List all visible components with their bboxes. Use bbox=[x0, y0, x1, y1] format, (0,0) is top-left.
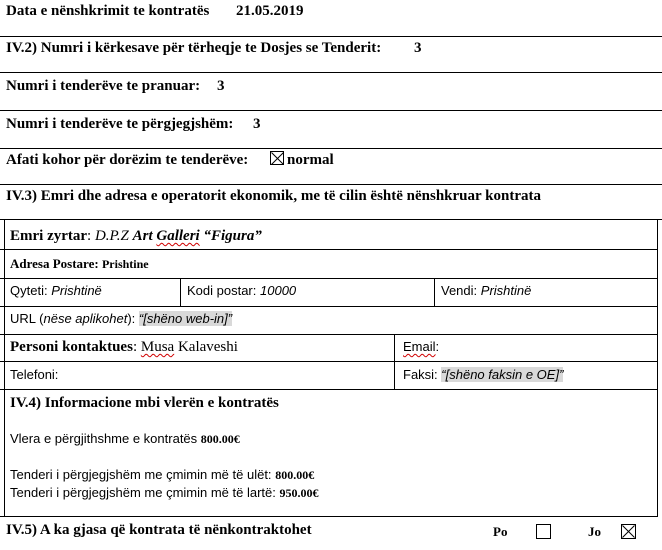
official-name-line: Emri zyrtar: D.P.Z Art Galleri “Figura” bbox=[10, 228, 262, 244]
contact-line: Personi kontaktues: Musa Kalaveshi bbox=[10, 339, 238, 355]
contact-last-name: Kalaveshi bbox=[177, 339, 238, 355]
lowest-tender-value: 800.00€ bbox=[275, 468, 315, 482]
subcontract-yes-checkbox[interactable] bbox=[536, 524, 551, 539]
responsive-row bbox=[0, 111, 662, 149]
url-line: URL (nëse aplikohet): “[shëno web-in]” bbox=[10, 311, 233, 326]
subcontract-no-checkbox[interactable] bbox=[621, 524, 636, 539]
received-value: 3 bbox=[217, 78, 225, 94]
city-divider bbox=[180, 279, 181, 307]
section-iv5-heading: IV.5) A ka gjasa që kontrata të nënkontraktohet bbox=[6, 522, 312, 538]
phone-row bbox=[0, 362, 658, 390]
total-value-label: Vlera e përgjithshme e kontratës bbox=[10, 431, 198, 446]
fax-label: Faksi: bbox=[403, 367, 438, 382]
received-row bbox=[0, 73, 662, 111]
lowest-tender-label: Tenderi i përgjegjshëm me çmimin më të ulët: bbox=[10, 467, 272, 482]
phone-divider bbox=[394, 362, 395, 390]
url-placeholder[interactable]: “[shëno web-in]” bbox=[138, 311, 233, 326]
highest-tender-label: Tenderi i përgjegjshëm me çmimin më të lartë: bbox=[10, 485, 276, 500]
highest-tender-value: 950.00€ bbox=[279, 486, 319, 500]
requests-value: 3 bbox=[414, 40, 422, 56]
responsive-label: Numri i tenderëve te përgjegjshëm: bbox=[6, 116, 234, 132]
lowest-tender-line bbox=[10, 468, 314, 481]
place-label: Vendi: bbox=[441, 283, 478, 298]
deadline-label: Afati kohor për dorëzim te tenderëve: bbox=[6, 152, 249, 168]
subcontract-no-label: Jo bbox=[588, 524, 601, 539]
fax-placeholder[interactable]: “[shëno faksin e OE]” bbox=[441, 367, 564, 382]
contract-date-label: Data e nënshkrimit te kontratës bbox=[6, 3, 210, 19]
official-name-art: Art bbox=[132, 228, 153, 244]
email-line: Email: bbox=[403, 339, 440, 354]
place-value: Prishtinë bbox=[480, 283, 532, 298]
phone-label: Telefoni: bbox=[10, 367, 59, 382]
postal-code-value: 10000 bbox=[260, 283, 297, 298]
postal-code-line bbox=[187, 284, 296, 297]
received-label: Numri i tenderëve te pranuar: bbox=[6, 78, 201, 94]
contact-label: Personi kontaktues bbox=[10, 339, 133, 355]
subcontract-yes-label: Po bbox=[493, 524, 508, 539]
postal-address-row bbox=[0, 250, 658, 279]
city-row bbox=[0, 279, 658, 307]
postal-address-value: Prishtine bbox=[101, 257, 149, 271]
requests-row bbox=[0, 37, 662, 73]
official-name-galleri: Galleri bbox=[156, 228, 200, 244]
section-iv3-heading: IV.3) Emri dhe adresa e operatorit ekonomik, me të cilin është nënshkruar kontrata bbox=[6, 188, 541, 204]
deadline-value: normal bbox=[287, 152, 334, 168]
deadline-row bbox=[0, 149, 662, 185]
url-label: URL bbox=[10, 311, 36, 326]
contract-date-value: 21.05.2019 bbox=[236, 3, 304, 19]
official-name-prefix: D.P.Z bbox=[94, 228, 129, 244]
url-row bbox=[0, 307, 658, 335]
contact-row bbox=[0, 335, 658, 362]
contract-value-section bbox=[0, 390, 658, 517]
city-line bbox=[10, 284, 102, 297]
section-iv3-heading-row bbox=[0, 185, 662, 220]
postal-address-line: Adresa Postare: Prishtine bbox=[10, 256, 149, 271]
contract-date-row bbox=[0, 0, 662, 37]
official-name-figura: “Figura” bbox=[203, 228, 262, 244]
responsive-value: 3 bbox=[253, 116, 261, 132]
official-name-row bbox=[0, 220, 658, 250]
subcontracting-row bbox=[0, 517, 662, 550]
section-iv4-heading: IV.4) Informacione mbi vlerën e kontratës bbox=[10, 395, 279, 411]
postal-address-label: Adresa Postare bbox=[10, 256, 95, 271]
postal-code-divider bbox=[434, 279, 435, 307]
contact-divider bbox=[394, 335, 395, 362]
contact-first-name: Musa bbox=[140, 339, 175, 355]
city-value: Prishtinë bbox=[51, 283, 102, 298]
postal-code-label: Kodi postar: bbox=[187, 283, 257, 298]
highest-tender-line bbox=[10, 486, 319, 499]
email-label: Email bbox=[403, 339, 436, 354]
fax-line bbox=[403, 368, 563, 381]
deadline-normal-checkbox[interactable] bbox=[270, 151, 284, 165]
place-line bbox=[441, 284, 531, 297]
city-label: Qyteti: bbox=[10, 283, 48, 298]
url-note: nëse aplikohet bbox=[43, 311, 128, 326]
official-name-label: Emri zyrtar bbox=[10, 228, 88, 244]
total-value: 800.00€ bbox=[200, 432, 240, 446]
requests-label: IV.2) Numri i kërkesave për tërheqje te Dosjes se Tenderit: bbox=[6, 40, 382, 56]
total-value-line bbox=[10, 432, 240, 445]
